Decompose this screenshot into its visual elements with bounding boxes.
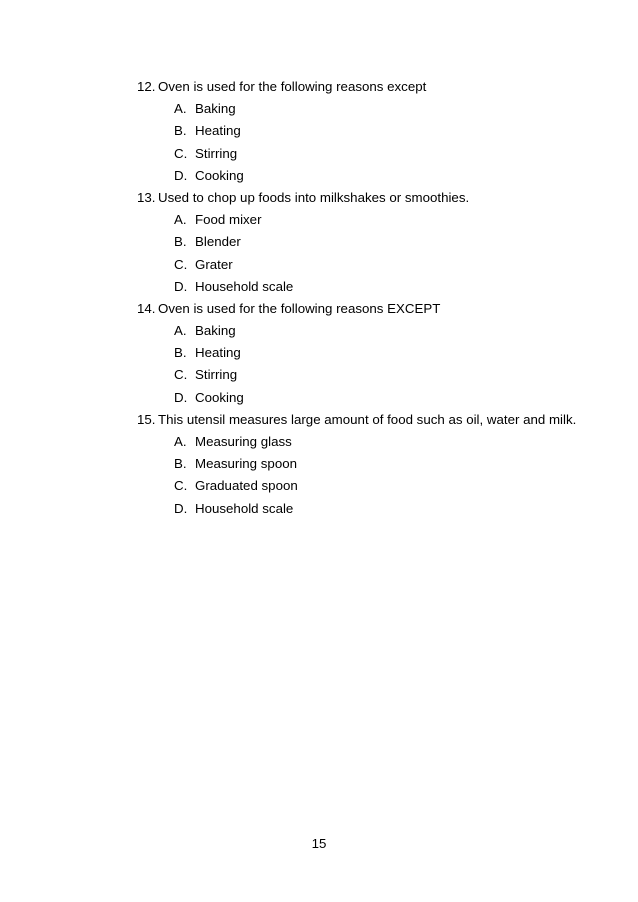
- question-stem: [137, 298, 607, 320]
- option-letter: D.: [174, 278, 188, 294]
- option-letter: D.: [174, 500, 188, 516]
- option-letter: C.: [174, 256, 188, 272]
- question-stem: [137, 187, 607, 209]
- question-text: Oven is used for the following reasons EXCEPT: [158, 300, 441, 316]
- question-text: This utensil measures large amount of food such as oil, water and milk.: [158, 411, 577, 427]
- option-a: [137, 431, 607, 453]
- option-letter: C.: [174, 145, 188, 161]
- option-b: [137, 342, 607, 364]
- option-list: [137, 431, 607, 520]
- option-a: [137, 320, 607, 342]
- question-stem: [137, 76, 607, 98]
- option-text: Cooking: [195, 167, 244, 183]
- option-letter: C.: [174, 367, 188, 383]
- question-number: 15.: [137, 411, 156, 427]
- option-text: Heating: [195, 123, 241, 139]
- question-13: [137, 187, 607, 298]
- option-text: Measuring spoon: [195, 456, 298, 472]
- option-d: [137, 498, 607, 520]
- option-letter: D.: [174, 167, 188, 183]
- option-text: Measuring glass: [195, 434, 292, 449]
- option-a: [137, 209, 607, 231]
- option-letter: B.: [174, 345, 187, 361]
- option-b: [137, 120, 607, 142]
- option-c: [137, 364, 607, 386]
- option-text: Blender: [195, 234, 241, 250]
- option-letter: B.: [174, 123, 187, 139]
- question-text: Oven is used for the following reasons except: [158, 79, 427, 94]
- option-text: Heating: [195, 345, 241, 361]
- page-number: 15: [311, 836, 327, 851]
- option-c: [137, 254, 607, 276]
- option-letter: A.: [174, 434, 187, 449]
- question-stem: [137, 409, 607, 431]
- option-b: [137, 453, 607, 475]
- question-12: [137, 76, 607, 187]
- option-text: Household scale: [195, 500, 294, 516]
- option-letter: A.: [174, 101, 187, 117]
- question-number: 12.: [137, 79, 156, 94]
- option-letter: A.: [174, 212, 187, 228]
- option-letter: B.: [174, 234, 187, 250]
- option-text: Household scale: [195, 278, 294, 294]
- option-c: [137, 143, 607, 165]
- option-text: Stirring: [195, 145, 238, 161]
- question-number: 13.: [137, 189, 156, 205]
- option-c: [137, 475, 607, 497]
- option-text: Stirring: [195, 367, 238, 383]
- option-text: Cooking: [195, 389, 244, 405]
- question-number: 14.: [137, 300, 156, 316]
- option-text: Baking: [195, 323, 236, 339]
- option-d: [137, 165, 607, 187]
- option-list: [137, 320, 607, 409]
- option-text: Food mixer: [195, 212, 262, 228]
- option-letter: B.: [174, 456, 187, 472]
- option-letter: D.: [174, 389, 188, 405]
- option-text: Grater: [195, 256, 233, 272]
- question-list: [137, 76, 607, 520]
- option-text: Baking: [195, 101, 236, 117]
- option-b: [137, 231, 607, 253]
- option-a: [137, 98, 607, 120]
- option-list: [137, 98, 607, 187]
- option-d: [137, 387, 607, 409]
- question-14: [137, 298, 607, 409]
- option-d: [137, 276, 607, 298]
- option-letter: A.: [174, 323, 187, 339]
- option-list: [137, 209, 607, 298]
- option-letter: C.: [174, 478, 188, 494]
- question-15: [137, 409, 607, 520]
- question-text: Used to chop up foods into milkshakes or smoothies.: [158, 189, 470, 205]
- option-text: Graduated spoon: [195, 478, 298, 494]
